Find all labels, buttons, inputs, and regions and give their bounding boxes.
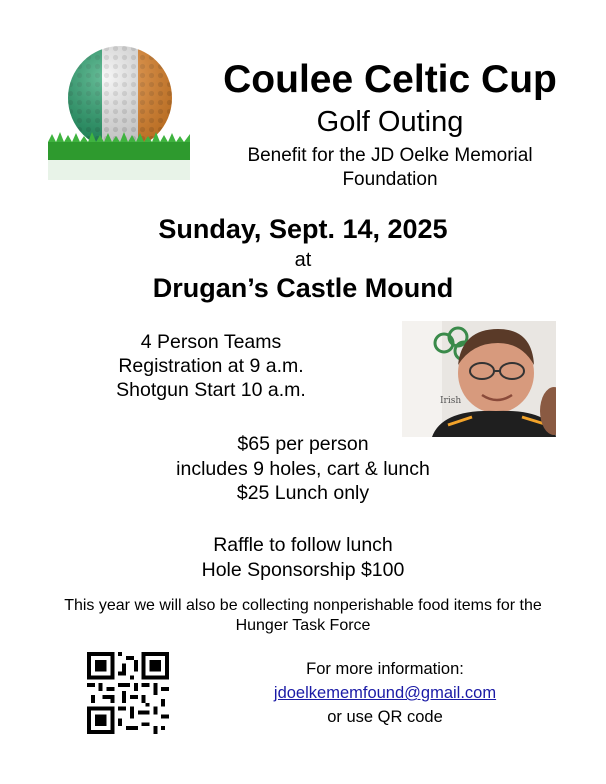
photo-banner-text: Irish <box>440 396 462 406</box>
food-drive-notice <box>20 596 586 636</box>
qr-instruction: or use QR code <box>327 708 443 726</box>
event-title: Coulee Celtic Cup <box>223 58 557 101</box>
golf-ball-logo <box>48 44 190 180</box>
at-text: at <box>294 249 312 271</box>
benefit-line: Foundation <box>342 169 438 190</box>
event-details <box>96 330 326 402</box>
detail-line: Registration at 9 a.m. <box>118 355 304 377</box>
pricing-line: $25 Lunch only <box>236 482 370 504</box>
raffle-line: Raffle to follow lunch <box>213 534 393 556</box>
pricing <box>150 432 456 506</box>
info-heading: For more information: <box>306 660 464 678</box>
raffle-info <box>150 533 456 582</box>
notice-line: This year we will also be collecting nonperishable food items for the <box>64 597 542 614</box>
benefit-text <box>210 144 570 192</box>
event-date: Sunday, Sept. 14, 2025 <box>158 214 448 244</box>
raffle-line: Hole Sponsorship $100 <box>201 558 405 581</box>
contact-info <box>250 657 520 729</box>
pricing-line: $65 per person <box>237 433 369 455</box>
detail-line: 4 Person Teams <box>140 331 282 353</box>
email-link[interactable]: jdoelkememfound@gmail.com <box>273 684 497 702</box>
benefit-line: Benefit for the JD Oelke Memorial <box>247 145 533 166</box>
notice-line: Hunger Task Force <box>235 617 371 634</box>
event-subtitle: Golf Outing <box>316 106 464 138</box>
qr-code[interactable] <box>86 652 170 734</box>
memorial-photo <box>402 321 556 437</box>
event-venue: Drugan’s Castle Mound <box>152 273 454 303</box>
detail-line: Shotgun Start 10 a.m. <box>116 379 306 401</box>
pricing-line: includes 9 holes, cart & lunch <box>176 457 430 480</box>
